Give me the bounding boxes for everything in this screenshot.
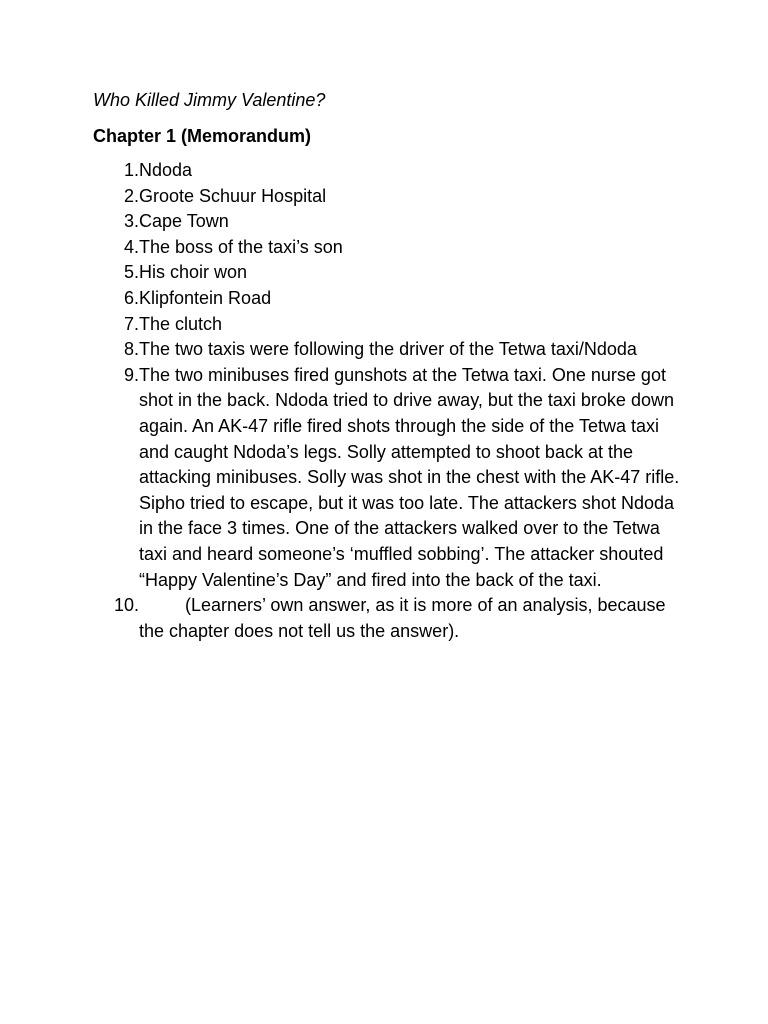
list-item-number: 6.: [123, 287, 139, 308]
list-item-number: 9.: [123, 364, 139, 385]
list-item: [93, 209, 683, 235]
list-item-number: 2.: [123, 185, 139, 206]
list-item-text: Klipfontein Road: [139, 287, 272, 308]
list-item-text: Ndoda: [139, 160, 193, 180]
list-item-number: 5.: [123, 262, 139, 283]
list-item-text: (Learners’ own answer, as it is more of an analysis, because the chapter does not tell us the answer).: [139, 595, 666, 641]
list-item-number: 3.: [123, 211, 139, 232]
list-item: [93, 593, 683, 644]
list-item-text: His choir won: [139, 262, 248, 283]
list-item-text: The clutch: [139, 313, 223, 334]
list-item-text: The two taxis were following the driver of the Tetwa taxi/Ndoda: [139, 339, 637, 360]
list-item-number: 10.: [113, 595, 139, 616]
list-item: [93, 184, 683, 210]
list-item-text: Groote Schuur Hospital: [139, 185, 327, 206]
list-item-number: 4.: [123, 236, 139, 257]
list-item-number: 7.: [123, 313, 139, 334]
list-item: [93, 312, 683, 338]
answer-list: [93, 158, 683, 644]
list-item: [93, 158, 683, 184]
list-item-text: The two minibuses fired gunshots at the Tetwa taxi. One nurse got shot in the back. Ndoda tried to drive away, but the taxi broke down again. An AK-47 rifle fired shots through the side of the Tetwa taxi and caught Ndoda’s legs. Solly attempted to shoot back at the attacking minibuses. Solly was shot in the chest with the AK-47 rifle. Sipho tried to escape, but it was too late. The attackers shot Ndoda in the face 3 times. One of the attackers walked over to the Tetwa taxi and heard someone’s ‘muffled sobbing’. The attacker shouted “Happy Valentine’s Day” and fired into the back of the taxi.: [139, 364, 680, 590]
chapter-heading: Chapter 1 (Memorandum): [93, 126, 312, 146]
list-item-number: 8.: [123, 339, 139, 360]
list-item: [93, 286, 683, 312]
list-item: [93, 363, 683, 593]
list-item-text: The boss of the taxi’s son: [139, 236, 343, 257]
document-title: Who Killed Jimmy Valentine?: [93, 90, 326, 110]
list-item: [93, 260, 683, 286]
list-item: [93, 235, 683, 261]
list-item-text: Cape Town: [139, 211, 229, 232]
list-item-number: 1.: [123, 160, 139, 180]
list-item: [93, 337, 683, 363]
